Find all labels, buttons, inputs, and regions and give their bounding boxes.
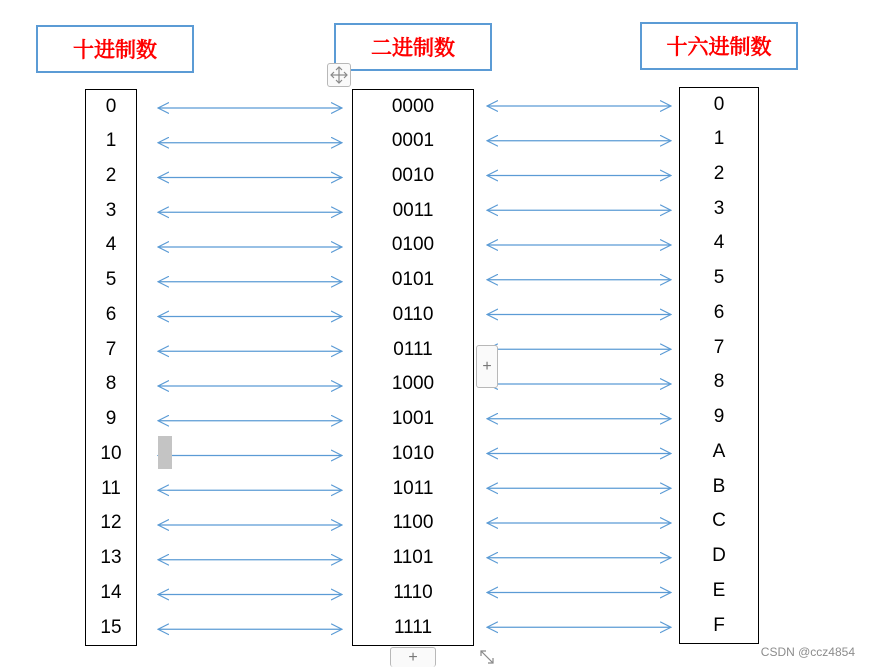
decimal-cell[interactable]: 1: [85, 124, 137, 160]
decimal-cell[interactable]: 0: [85, 89, 137, 125]
binary-cell[interactable]: 0101: [352, 263, 474, 299]
binary-cell[interactable]: 0001: [352, 124, 474, 160]
table-move-handle[interactable]: [327, 63, 351, 87]
hex-cell[interactable]: A: [679, 435, 759, 471]
binary-cell[interactable]: 1111: [352, 610, 474, 646]
binary-cell[interactable]: 0100: [352, 228, 474, 264]
hex-cell[interactable]: 4: [679, 226, 759, 262]
hex-cell[interactable]: 8: [679, 365, 759, 401]
decimal-cell[interactable]: 10: [85, 437, 137, 473]
hex-cell[interactable]: 7: [679, 330, 759, 366]
resize-icon: [476, 647, 498, 667]
decimal-cell[interactable]: 7: [85, 332, 137, 368]
decimal-cell[interactable]: 15: [85, 610, 137, 646]
hex-cell[interactable]: 5: [679, 261, 759, 297]
hex-cell[interactable]: 0: [679, 87, 759, 123]
decimal-cell[interactable]: 12: [85, 506, 137, 542]
hex-cell[interactable]: D: [679, 539, 759, 575]
decimal-cell[interactable]: 11: [85, 471, 137, 507]
hex-cell[interactable]: B: [679, 469, 759, 505]
decimal-cell[interactable]: 3: [85, 193, 137, 229]
move-icon: [330, 66, 348, 84]
decimal-cell[interactable]: 6: [85, 298, 137, 334]
binary-cell[interactable]: 0000: [352, 89, 474, 125]
add-row-handle[interactable]: [390, 647, 436, 667]
hex-cell[interactable]: E: [679, 574, 759, 610]
binary-cell[interactable]: 1000: [352, 367, 474, 403]
binary-cell[interactable]: 0011: [352, 193, 474, 229]
binary-column: [352, 89, 474, 646]
binary-cell[interactable]: 0111: [352, 332, 474, 368]
resize-handle[interactable]: [476, 647, 498, 667]
decimal-binary-arrows: [158, 108, 342, 629]
binary-hex-arrows: [487, 106, 671, 627]
decimal-cell[interactable]: 2: [85, 159, 137, 195]
binary-cell[interactable]: 1101: [352, 541, 474, 577]
hex-cell[interactable]: 3: [679, 191, 759, 227]
selection-marker: [158, 436, 172, 469]
binary-cell[interactable]: 1010: [352, 437, 474, 473]
hex-cell[interactable]: 9: [679, 400, 759, 436]
decimal-cell[interactable]: 4: [85, 228, 137, 264]
plus-icon: +: [482, 357, 492, 375]
decimal-cell[interactable]: 13: [85, 541, 137, 577]
add-column-handle[interactable]: [476, 345, 498, 388]
plus-icon: +: [408, 648, 418, 666]
decimal-header: 十进制数: [36, 25, 194, 73]
watermark: CSDN @ccz4854: [760, 645, 855, 659]
hex-cell[interactable]: F: [679, 608, 759, 644]
binary-cell[interactable]: 1100: [352, 506, 474, 542]
decimal-column: [85, 89, 137, 646]
binary-cell[interactable]: 0110: [352, 298, 474, 334]
binary-cell[interactable]: 1001: [352, 402, 474, 438]
hex-cell[interactable]: 1: [679, 122, 759, 158]
hex-cell[interactable]: C: [679, 504, 759, 540]
decimal-cell[interactable]: 8: [85, 367, 137, 403]
binary-header: 二进制数: [334, 23, 492, 71]
hex-cell[interactable]: 2: [679, 157, 759, 193]
hex-header: 十六进制数: [640, 22, 798, 70]
binary-cell[interactable]: 0010: [352, 159, 474, 195]
decimal-cell[interactable]: 14: [85, 576, 137, 612]
hex-cell[interactable]: 6: [679, 296, 759, 332]
hex-column: [679, 87, 759, 644]
binary-cell[interactable]: 1011: [352, 471, 474, 507]
decimal-cell[interactable]: 9: [85, 402, 137, 438]
binary-cell[interactable]: 1110: [352, 576, 474, 612]
decimal-cell[interactable]: 5: [85, 263, 137, 299]
